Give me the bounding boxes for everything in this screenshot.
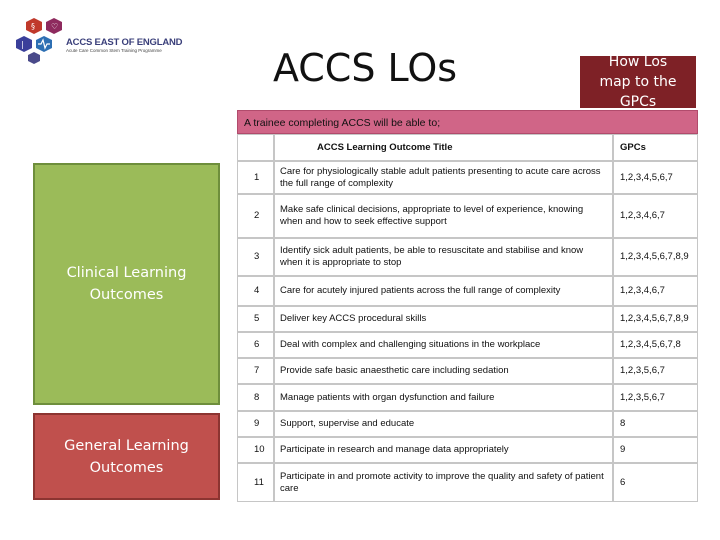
row-gpcs: 1,2,3,5,6,7 [613,358,698,384]
svg-text:|: | [21,40,24,49]
row-gpcs: 9 [613,437,698,463]
header-num-cell [237,134,274,161]
slide-title: ACCS LOs [272,46,458,90]
logo-name: ACCS EAST OF ENGLAND [66,37,183,48]
row-number: 7 [237,358,274,384]
table-banner: A trainee completing ACCS will be able to; [237,110,698,134]
row-number: 10 [237,437,274,463]
row-gpcs: 1,2,3,4,5,6,7,8,9 [613,306,698,332]
row-title: Make safe clinical decisions, appropriate to level of experience, knowing when and how to seek effective support [274,194,613,238]
row-title: Identify sick adult patients, be able to resuscitate and stabilise and know when it is appropriate to stop [274,238,613,276]
gpc-map-note-text: How Los map to the GPCs [599,54,677,110]
row-number: 9 [237,411,274,437]
row-number: 5 [237,306,274,332]
header-title-cell: ACCS Learning Outcome Title [274,134,613,161]
row-gpcs: 1,2,3,5,6,7 [613,384,698,411]
row-number: 6 [237,332,274,358]
row-gpcs: 1,2,3,4,5,6,7,8,9 [613,238,698,276]
row-title: Manage patients with organ dysfunction and failure [274,384,613,411]
clinical-outcomes-box [33,163,220,405]
header-gpcs-cell: GPCs [613,134,698,161]
logo-tagline: Acute Care Common Stem Training Programme [66,48,162,53]
row-title: Participate in and promote activity to improve the quality and safety of patient care [274,463,613,502]
row-number: 2 [237,194,274,238]
svg-text:♡: ♡ [51,22,59,31]
learning-outcomes-table [237,110,698,502]
row-number: 1 [237,161,274,194]
row-title: Care for acutely injured patients across the full range of complexity [274,276,613,306]
row-gpcs: 1,2,3,4,5,6,7 [613,161,698,194]
row-gpcs: 6 [613,463,698,502]
row-title: Provide safe basic anaesthetic care including sedation [274,358,613,384]
gpc-map-note [580,56,696,108]
row-title: Deal with complex and challenging situations in the workplace [274,332,613,358]
row-number: 11 [237,463,274,502]
row-title: Care for physiologically stable adult patients presenting to acute care across the full range of complexity [274,161,613,194]
clinical-outcomes-label: Clinical Learning Outcomes [66,265,187,303]
general-outcomes-box [33,413,220,500]
row-number: 8 [237,384,274,411]
row-title: Participate in research and manage data appropriately [274,437,613,463]
row-gpcs: 1,2,3,4,6,7 [613,276,698,306]
row-title: Deliver key ACCS procedural skills [274,306,613,332]
row-gpcs: 8 [613,411,698,437]
row-number: 3 [237,238,274,276]
general-outcomes-label: General Learning Outcomes [64,437,189,476]
row-gpcs: 1,2,3,4,5,6,7,8 [613,332,698,358]
row-title: Support, supervise and educate [274,411,613,437]
svg-text:§: § [31,22,35,31]
row-gpcs: 1,2,3,4,6,7 [613,194,698,238]
row-number: 4 [237,276,274,306]
logo-hexagons-icon [14,16,74,64]
